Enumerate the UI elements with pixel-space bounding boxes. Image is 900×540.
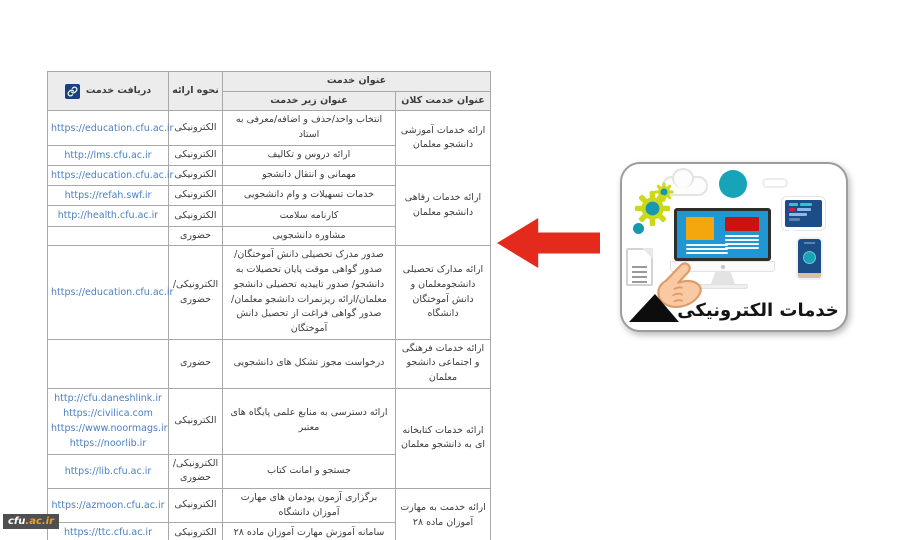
service-link[interactable]: https://ttc.cfu.ac.ir	[64, 527, 152, 539]
service-links-cell	[48, 206, 169, 226]
table-header	[48, 72, 491, 111]
header-sub-service: عنوان زیر خدمت	[223, 91, 396, 111]
delivery-method-cell: الکترونیکی	[169, 523, 223, 540]
delivery-method-cell: حضوری	[169, 339, 223, 388]
sub-service-cell: مشاوره دانشجویی	[223, 226, 396, 246]
header-macro-service: عنوان خدمت کلان	[396, 91, 491, 111]
small-cloud-icon	[762, 178, 788, 188]
header-receive-label: دریافت خدمت	[85, 84, 152, 96]
service-link[interactable]: https://lib.cfu.ac.ir	[64, 465, 152, 477]
service-links-cell	[48, 226, 169, 246]
service-link[interactable]: http://lms.cfu.ac.ir	[64, 149, 152, 161]
table-row	[48, 489, 491, 523]
orange-panel	[686, 217, 714, 240]
phone-icon	[798, 239, 821, 278]
services-table	[47, 71, 491, 540]
watermark-prefix: cfu	[8, 516, 26, 527]
table-row	[48, 111, 491, 145]
service-link[interactable]: http://health.cfu.ac.ir	[57, 210, 159, 222]
delivery-method-cell: الکترونیکی	[169, 206, 223, 226]
service-link[interactable]: https://www.noormags.ir	[51, 423, 168, 435]
sub-service-cell: مهمانی و انتقال دانشجو	[223, 166, 396, 186]
sub-service-cell: ارائه دسترسی به منابع علمی پایگاه های معتبر	[223, 388, 396, 454]
macro-service-cell: ارائه خدمات کتابخانه ای به دانشجو معلمان	[396, 388, 491, 488]
service-link[interactable]: https://refah.swf.ir	[64, 190, 152, 202]
delivery-method-cell: الکترونیکی	[169, 111, 223, 145]
service-links-cell	[48, 166, 174, 186]
gear-icon	[634, 190, 671, 227]
delivery-method-cell: الکترونیکی	[169, 186, 223, 206]
table-row	[48, 166, 491, 186]
sub-service-cell: انتخاب واحد/حذف و اضافه/معرفی به استاد	[223, 111, 396, 145]
sub-service-cell: جستجو و امانت کتاب	[223, 454, 396, 488]
teal-circle-icon	[719, 170, 747, 198]
service-links-cell	[48, 489, 169, 523]
delivery-method-cell: الکترونیکی	[169, 166, 223, 186]
service-link[interactable]: https://education.cfu.ac.ir	[51, 286, 174, 298]
link-icon	[65, 84, 80, 99]
speech-bubble-icon	[782, 197, 825, 230]
service-links-cell	[48, 523, 169, 540]
service-link[interactable]: https://azmoon.cfu.ac.ir	[51, 500, 165, 512]
service-links-cell	[48, 388, 169, 454]
watermark-suffix: .ac.ir	[25, 516, 55, 527]
electronic-services-card	[620, 162, 848, 332]
card-title: خدمات الکترونیکی	[677, 300, 839, 321]
monitor-stand	[711, 272, 735, 284]
sub-service-cell: صدور مدرک تحصیلی دانش آموختگان/ صدور گواهی موقت پایان تحصیلات به دانشجو/ صدور تاییدیه تحصیلی دانشجو معلمان/ارائه ریزنمرات دانشجو معلمان/صدور گواهی فراغت از تحصیل دانش آموختگان	[223, 246, 396, 339]
service-links-cell	[48, 246, 174, 339]
service-links-cell	[48, 454, 169, 488]
sub-service-cell: سامانه آموزش مهارت آموزان ماده ۲۸	[223, 523, 396, 540]
sub-service-cell: خدمات تسهیلات و وام دانشجویی	[223, 186, 396, 206]
service-link[interactable]: https://education.cfu.ac.ir	[51, 122, 174, 134]
site-watermark	[3, 514, 59, 529]
sub-service-cell: کارنامه سلامت	[223, 206, 396, 226]
red-panel	[725, 217, 759, 231]
delivery-method-cell: الکترونیکی/ حضوری	[169, 454, 223, 488]
delivery-method-cell: الکترونیکی	[169, 388, 223, 454]
service-link[interactable]: https://noorlib.ir	[69, 438, 147, 450]
service-links-cell	[48, 339, 169, 388]
service-link[interactable]: https://education.cfu.ac.ir	[51, 170, 174, 182]
delivery-method-cell: حضوری	[169, 226, 223, 246]
service-links-cell	[48, 145, 169, 165]
macro-service-cell: ارائه مدارک تحصیلی دانشجومعلمان و دانش آموختگان دانشگاه	[396, 246, 491, 339]
macro-service-cell: ارائه خدمات فرهنگی و اجتماعی دانشجو معلمان	[396, 339, 491, 388]
service-links-cell	[48, 111, 174, 145]
service-link[interactable]: https://civilica.com	[63, 408, 153, 419]
header-method: نحوه ارائه	[169, 72, 223, 111]
macro-service-cell: ارائه خدمات آموزشی دانشجو معلمان	[396, 111, 491, 166]
left-arrow-icon	[497, 218, 600, 268]
table-row	[48, 246, 491, 339]
table-row	[48, 339, 491, 388]
service-link[interactable]: http://cfu.daneshlink.ir	[54, 392, 162, 404]
service-table-body	[48, 111, 491, 540]
header-receive	[48, 72, 169, 111]
services-table-container	[48, 71, 491, 540]
delivery-method-cell: الکترونیکی	[169, 145, 223, 165]
header-service-title: عنوان خدمت	[223, 72, 491, 92]
table-row	[48, 388, 491, 454]
delivery-method-cell: الکترونیکی/ حضوری	[169, 246, 223, 339]
delivery-method-cell: الکترونیکی	[169, 489, 223, 523]
sub-service-cell: ارائه دروس و تکالیف	[223, 145, 396, 165]
macro-service-cell: ارائه خدمات رفاهی دانشجو معلمان	[396, 166, 491, 246]
service-links-cell	[48, 186, 169, 206]
sub-service-cell: درخواست مجوز تشکل های دانشجویی	[223, 339, 396, 388]
macro-service-cell: ارائه خدمت به مهارت آموزان ماده ۲۸	[396, 489, 491, 540]
sub-service-cell: برگزاری آزمون پودمان های مهارت آموزان دانشگاه	[223, 489, 396, 523]
